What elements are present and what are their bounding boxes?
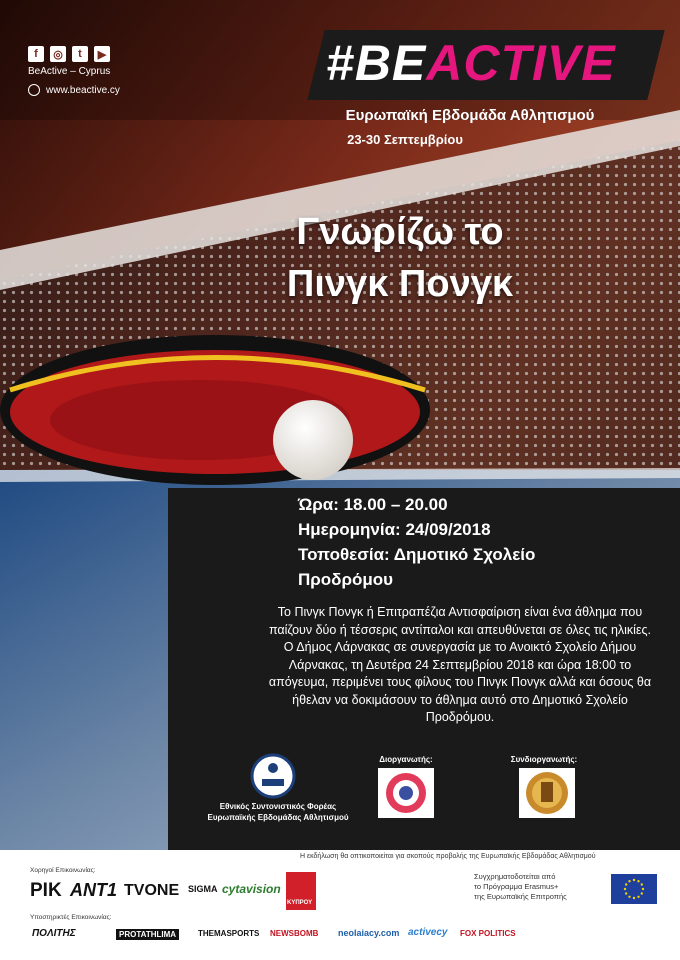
- event-time: Ώρα: 18.00 – 20.00: [298, 495, 448, 514]
- event-details: [298, 492, 535, 592]
- organizer-label: Διοργανωτής:: [379, 755, 433, 764]
- sponsor-note: Η εκδήλωση θα οπτικοποιείται για σκοπούς προβολής της Ευρωπαϊκής Εβδομάδας Αθλητισμού: [300, 853, 596, 860]
- poster-headline: [230, 206, 570, 310]
- website: [28, 84, 120, 96]
- neolaiacy-logo: neolaiacy.com: [338, 928, 400, 938]
- description-paragraph-1: Το Πινγκ Πονγκ ή Επιτραπέζια Αντισφαίριση είναι ένα άθλημα που παίζουν δύο ή τέσσερις αντίπαλοι και απευθύνεται σε όλες τις ηλικίες.: [268, 605, 652, 637]
- politis-logo: ΠΟΛΙΤΗΣ: [32, 928, 76, 939]
- event-date: Ημερομηνία: 24/09/2018: [298, 520, 491, 539]
- beactive-logo: #BEACTIVE: [326, 35, 616, 91]
- event-location: Τοποθεσία: Δημοτικό Σχολείο: [298, 545, 536, 564]
- media-sponsors-label: Χορηγοί Επικοινωνίας:: [30, 867, 96, 874]
- ant1-logo: ANT1: [70, 880, 118, 900]
- support-sponsors-label: Υποστηρικτές Επικοινωνίας:: [30, 914, 112, 921]
- activecy-logo: activecy: [408, 927, 448, 938]
- twitter-icon[interactable]: t: [72, 46, 88, 62]
- fox-politics-logo: FOX POLITICS: [460, 929, 516, 938]
- themasports-logo: THEMASPORTS: [198, 929, 260, 938]
- kea-caption: Εθνικός Συντονιστικός Φορέας Ευρωπαϊκής Εβδομάδας Αθλητισμού: [207, 802, 349, 822]
- cytavision-logo: cytavision: [222, 882, 281, 896]
- kypros-logo: ΚΥΠΡΟΥ: [287, 900, 313, 906]
- social-icons: [28, 46, 110, 62]
- description-paragraph-2: Ο Δήμος Λάρνακας σε συνεργασία με το Ανοικτό Σχολείο Δήμου Λάρνακας, τη Δευτέρα 24 Σεπτεμβρίου 2018 και ώρα 18:00 το απόγευμα, περιμένει τους φίλους του Πινγκ Πονγκ αλλά και όσους θα ήθελαν να δοκιμάσουν το άθλημα αυτό στο Δημοτικό Σχολείο Προδρόμου.: [268, 640, 652, 724]
- event-week-dates: 23-30 Σεπτεμβρίου: [347, 132, 463, 147]
- event-location-2: Προδρόμου: [298, 570, 394, 589]
- facebook-icon[interactable]: f: [28, 46, 44, 62]
- protathlima-logo: PROTATHLIMA: [116, 929, 179, 940]
- newsbomb-logo: NEWSBOMB: [270, 929, 319, 938]
- youtube-icon[interactable]: ▶: [94, 46, 110, 62]
- rik-logo: ΡΙΚ: [30, 880, 62, 901]
- globe-icon: [28, 84, 40, 96]
- social-handle: BeActive – Cyprus: [28, 66, 111, 77]
- headline-line-2: Πινγκ Πονγκ: [286, 263, 514, 305]
- headline-line-1: Γνωρίζω το: [296, 211, 504, 253]
- kea-logo: [250, 753, 296, 799]
- event-description: [262, 604, 658, 727]
- erasmus-text: Συγχρηματοδοτείται από το Πρόγραμμα Erasmus+ της Ευρωπαϊκής Επιτροπής: [474, 872, 567, 901]
- instagram-icon[interactable]: ◎: [50, 46, 66, 62]
- eu-flag-icon: [611, 874, 657, 904]
- co-organizer-label: Συνδιοργανωτής:: [510, 755, 578, 764]
- tvone-logo: TVONE: [124, 882, 180, 899]
- website-url[interactable]: www.beactive.cy: [46, 84, 120, 96]
- sponsors-strip: [0, 850, 680, 960]
- open-school-logo: [378, 768, 434, 818]
- municipality-logo: [519, 768, 575, 818]
- sigma-logo: SIGMA: [188, 884, 218, 894]
- event-week-title: Ευρωπαϊκή Εβδομάδα Αθλητισμού: [345, 107, 595, 124]
